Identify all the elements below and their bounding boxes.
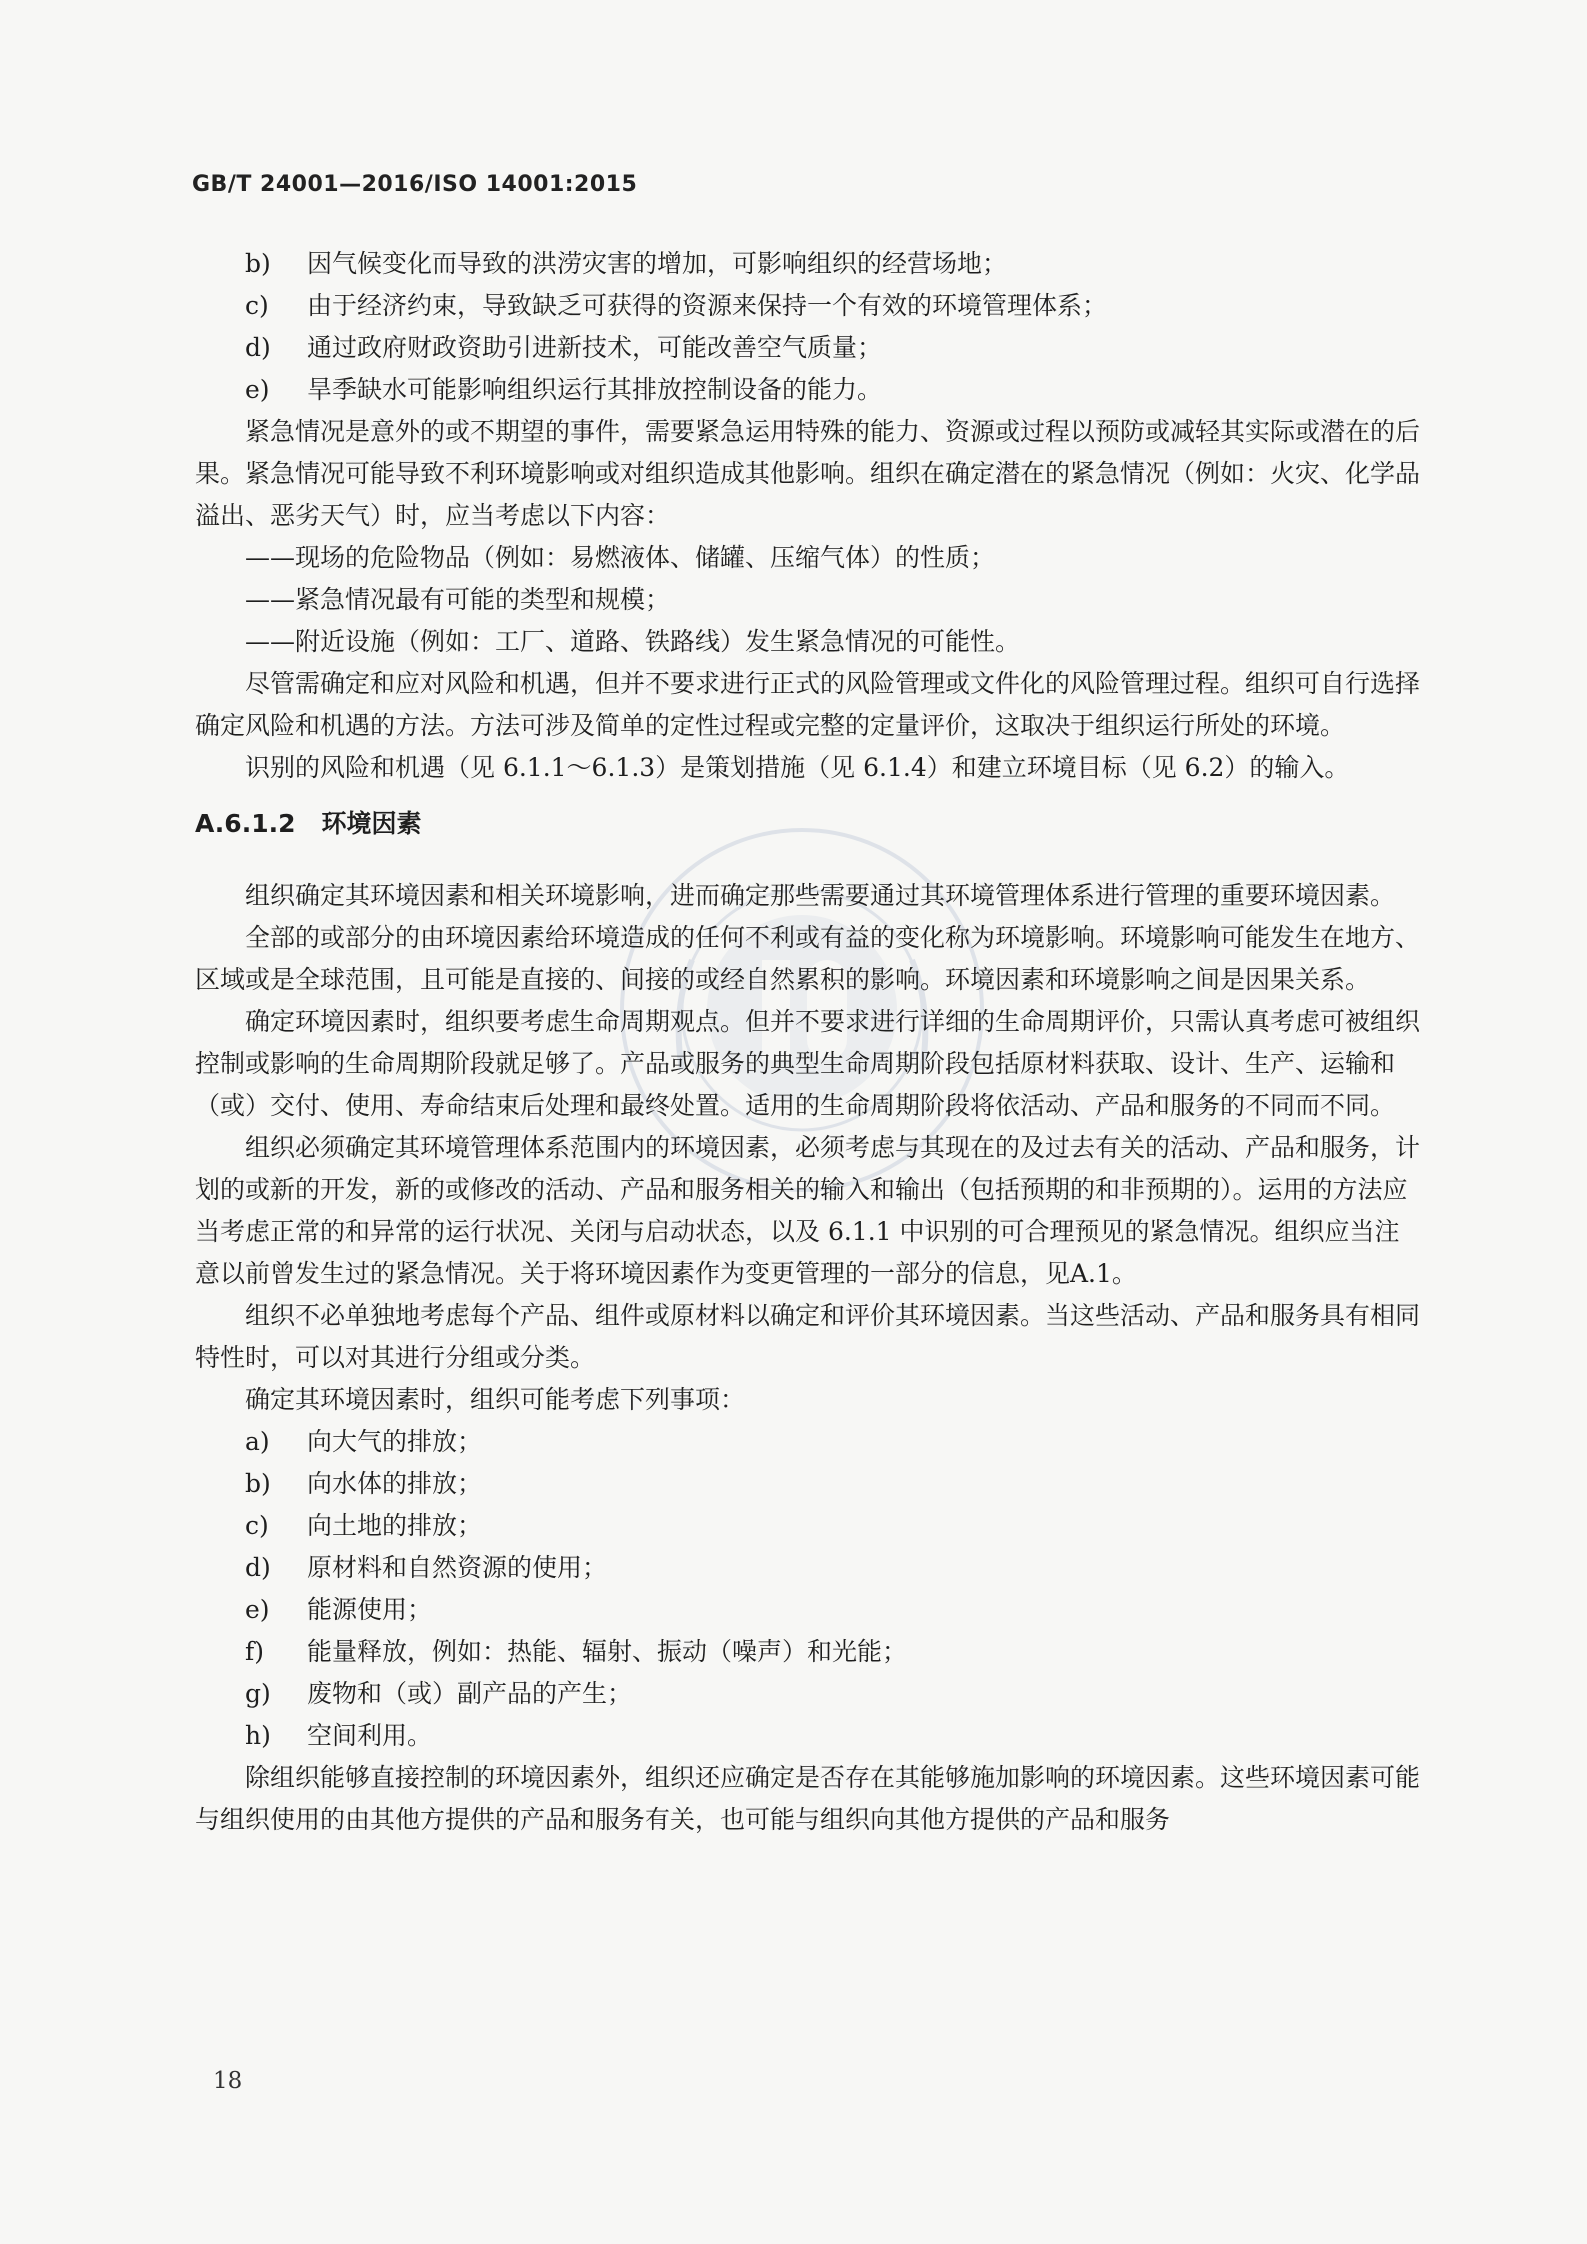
section-heading — [195, 803, 1421, 845]
body-paragraph: 确定环境因素时，组织要考虑生命周期观点。但并不要求进行详细的生命周期评价，只需认真考虑可被组织控制或影响的生命周期阶段就足够了。产品或服务的典型生命周期阶段包括原材料获取、设计、生产、运输和（或）交付、使用、寿命结束后处理和最终处置。适用的生命周期阶段将依活动、产品和服务的不同而不同。 — [195, 1007, 1421, 1120]
list-item: d) 通过政府财政资助引进新技术，可能改善空气质量； — [245, 333, 883, 362]
body-paragraph: 组织不必单独地考虑每个产品、组件或原材料以确定和评价其环境因素。当这些活动、产品和服务具有相同特性时，可以对其进行分组或分类。 — [195, 1301, 1421, 1372]
body-paragraph: 组织确定其环境因素和相关环境影响，进而确定那些需要通过其环境管理体系进行管理的重要环境因素。 — [245, 881, 1396, 910]
document-body — [195, 243, 1421, 1841]
emergency-considerations — [195, 537, 1421, 663]
page-number: 18 — [213, 2068, 243, 2094]
list-risks — [195, 243, 1421, 411]
risk-paragraph: 尽管需确定和应对风险和机遇，但并不要求进行正式的风险管理或文件化的风险管理过程。组织可自行选择确定风险和机遇的方法。方法可涉及简单的定性过程或完整的定量评价，这取决于组织运行所处的环境。 — [195, 669, 1421, 740]
dash-item: ——附近设施（例如：工厂、道路、铁路线）发生紧急情况的可能性。 — [245, 627, 1021, 656]
dash-item: ——现场的危险物品（例如：易燃液体、储罐、压缩气体）的性质； — [245, 543, 996, 572]
list-aspects — [195, 1421, 1421, 1757]
section-title: 环境因素 — [321, 809, 422, 838]
standard-header: GB/T 24001—2016/ISO 14001:2015 — [192, 172, 638, 197]
list-item: a) 向大气的排放； — [245, 1427, 483, 1456]
list-item: f) 能量释放，例如：热能、辐射、振动（噪声）和光能； — [245, 1637, 908, 1666]
body-paragraph: 组织必须确定其环境管理体系范围内的环境因素，必须考虑与其现在的及过去有关的活动、产品和服务，计划的或新的开发，新的或修改的活动、产品和服务相关的输入和输出（包括预期的和非预期的）。运用的方法应当考虑正常的和异常的运行状况、关闭与启动状态，以及 6.1.1 中识别的可合理预见的紧急情况。组织应当注意以前曾发生过的紧急情况。关于将环境因素作为变更管理的一部分的信息，见A.1。 — [195, 1133, 1421, 1288]
emergency-paragraph: 紧急情况是意外的或不期望的事件，需要紧急运用特殊的能力、资源或过程以预防或减轻其实际或潜在的后果。紧急情况可能导致不利环境影响或对组织造成其他影响。组织在确定潜在的紧急情况（例如：火灾、化学品溢出、恶劣天气）时，应当考虑以下内容： — [195, 417, 1421, 530]
list-item: d) 原材料和自然资源的使用； — [245, 1553, 608, 1582]
section-number: A.6.1.2 — [195, 809, 296, 838]
final-paragraph: 除组织能够直接控制的环境因素外，组织还应确定是否存在其能够施加影响的环境因素。这些环境因素可能与组织使用的由其他方提供的产品和服务有关，也可能与组织向其他方提供的产品和服务 — [195, 1763, 1421, 1834]
body-paragraph: 确定其环境因素时，组织可能考虑下列事项： — [245, 1385, 746, 1414]
list-item: b) 因气候变化而导致的洪涝灾害的增加，可影响组织的经营场地； — [245, 249, 1008, 278]
list-item: b) 向水体的排放； — [245, 1469, 483, 1498]
list-item: e) 能源使用； — [245, 1595, 433, 1624]
body-paragraph: 全部的或部分的由环境因素给环境造成的任何不利或有益的变化称为环境影响。环境影响可能发生在地方、区域或是全球范围，且可能是直接的、间接的或经自然累积的影响。环境因素和环境影响之间是因果关系。 — [195, 923, 1421, 994]
list-item: c) 向土地的排放； — [245, 1511, 483, 1540]
dash-item: ——紧急情况最有可能的类型和规模； — [245, 585, 671, 614]
list-item: c) 由于经济约束，导致缺乏可获得的资源来保持一个有效的环境管理体系； — [245, 291, 1108, 320]
list-item: e) 旱季缺水可能影响组织运行其排放控制设备的能力。 — [245, 375, 883, 404]
input-paragraph: 识别的风险和机遇（见 6.1.1～6.1.3）是策划措施（见 6.1.4）和建立环境目标（见 6.2）的输入。 — [245, 753, 1350, 782]
list-item: g) 废物和（或）副产品的产生； — [245, 1679, 633, 1708]
list-item: h) 空间利用。 — [245, 1721, 433, 1750]
